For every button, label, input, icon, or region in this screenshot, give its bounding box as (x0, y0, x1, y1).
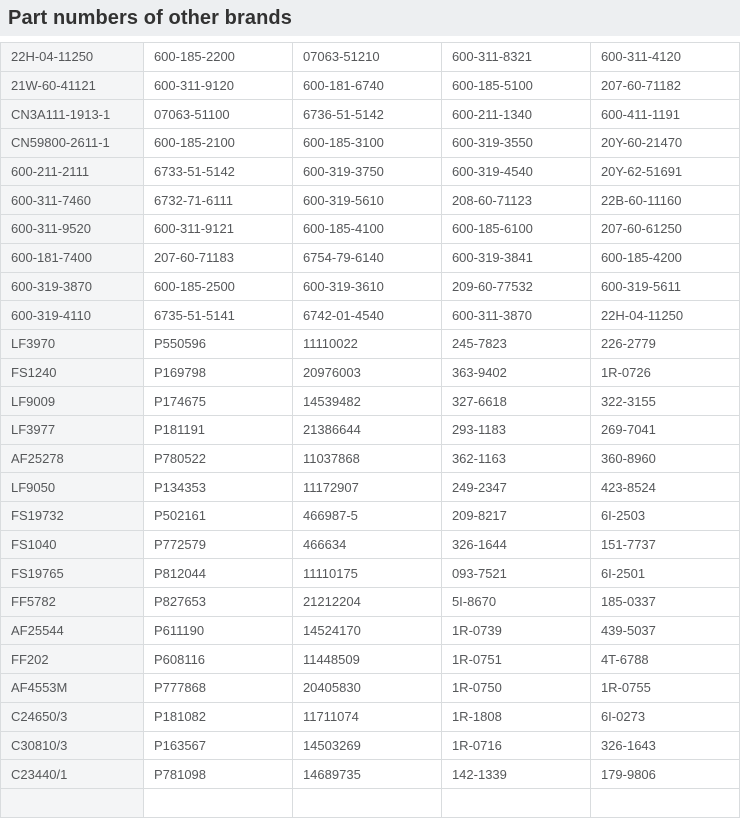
part-number-cell: 226-2779 (590, 329, 739, 358)
part-number-cell: 6742-01-4540 (292, 301, 441, 330)
part-number-cell: P608116 (143, 645, 292, 674)
part-number-cell: 6I-2501 (590, 559, 739, 588)
part-number-cell: 439-5037 (590, 616, 739, 645)
part-number-cell: 600-311-9520 (1, 215, 144, 244)
part-number-cell: 600-181-6740 (292, 71, 441, 100)
part-number-cell: 21212204 (292, 588, 441, 617)
part-number-cell: C24650/3 (1, 702, 144, 731)
table-row (1, 301, 740, 330)
part-number-cell: 21W-60-41121 (1, 71, 144, 100)
part-number-cell: 600-185-6100 (441, 215, 590, 244)
section-header (0, 0, 740, 36)
part-number-cell: 207-60-71183 (143, 243, 292, 272)
part-number-cell: FS19732 (1, 502, 144, 531)
page-title: Part numbers of other brands (8, 6, 292, 29)
part-number-cell: P772579 (143, 530, 292, 559)
part-number-cell: C23440/1 (1, 760, 144, 789)
part-number-cell: 600-185-4200 (590, 243, 739, 272)
part-numbers-table (0, 42, 740, 818)
table-row (1, 674, 740, 703)
part-number-cell: 600-311-9121 (143, 215, 292, 244)
table-row (1, 43, 740, 72)
part-number-cell: 466634 (292, 530, 441, 559)
part-number-cell: LF9009 (1, 387, 144, 416)
part-number-cell: 209-60-77532 (441, 272, 590, 301)
table-row (1, 129, 740, 158)
part-number-cell: 293-1183 (441, 415, 590, 444)
part-number-cell: 269-7041 (590, 415, 739, 444)
part-number-cell: 600-181-7400 (1, 243, 144, 272)
part-number-cell: 326-1643 (590, 731, 739, 760)
part-number-cell: 22H-04-11250 (1, 43, 144, 72)
part-number-cell: 11110022 (292, 329, 441, 358)
part-number-cell: 207-60-61250 (590, 215, 739, 244)
part-number-cell: 209-8217 (441, 502, 590, 531)
part-number-cell: 600-319-3750 (292, 157, 441, 186)
part-number-cell: 142-1339 (441, 760, 590, 789)
part-number-cell: FF202 (1, 645, 144, 674)
table-row (1, 387, 740, 416)
part-number-cell: P780522 (143, 444, 292, 473)
part-number-cell (1, 788, 144, 817)
part-number-cell: 600-311-8321 (441, 43, 590, 72)
part-number-cell: 326-1644 (441, 530, 590, 559)
part-number-cell: 600-185-3100 (292, 129, 441, 158)
part-number-cell: 600-211-2111 (1, 157, 144, 186)
table-row (1, 731, 740, 760)
part-number-cell: FS19765 (1, 559, 144, 588)
part-number-cell: CN59800-2611-1 (1, 129, 144, 158)
part-number-cell: 14524170 (292, 616, 441, 645)
part-number-cell: 20Y-62-51691 (590, 157, 739, 186)
part-number-cell: 600-311-3870 (441, 301, 590, 330)
part-number-cell: 600-185-5100 (441, 71, 590, 100)
table-row (1, 243, 740, 272)
part-number-cell: 327-6618 (441, 387, 590, 416)
table-row (1, 415, 740, 444)
part-number-cell: 07063-51210 (292, 43, 441, 72)
part-number-cell: 185-0337 (590, 588, 739, 617)
part-number-cell: 1R-0739 (441, 616, 590, 645)
part-number-cell: 249-2347 (441, 473, 590, 502)
part-number-cell: 1R-0726 (590, 358, 739, 387)
part-number-cell: 22B-60-11160 (590, 186, 739, 215)
part-number-cell: 1R-0750 (441, 674, 590, 703)
part-number-cell: FS1240 (1, 358, 144, 387)
part-number-cell: 6I-2503 (590, 502, 739, 531)
part-number-cell: 423-8524 (590, 473, 739, 502)
part-number-cell: 600-185-2500 (143, 272, 292, 301)
part-number-cell: 11711074 (292, 702, 441, 731)
part-number-cell: 600-319-5610 (292, 186, 441, 215)
part-number-cell: 20405830 (292, 674, 441, 703)
table-row (1, 157, 740, 186)
part-number-cell: P163567 (143, 731, 292, 760)
part-number-cell: P181082 (143, 702, 292, 731)
part-number-cell (590, 788, 739, 817)
part-number-cell: 07063-51100 (143, 100, 292, 129)
part-number-cell: 14689735 (292, 760, 441, 789)
part-number-cell: P812044 (143, 559, 292, 588)
table-row (1, 329, 740, 358)
part-number-cell: 22H-04-11250 (590, 301, 739, 330)
part-number-cell: 466987-5 (292, 502, 441, 531)
part-number-cell: AF25544 (1, 616, 144, 645)
table-row (1, 502, 740, 531)
part-number-cell: 600-411-1191 (590, 100, 739, 129)
table-row (1, 100, 740, 129)
part-number-cell: 207-60-71182 (590, 71, 739, 100)
part-number-cell: 600-185-2200 (143, 43, 292, 72)
table-row (1, 530, 740, 559)
part-number-cell: 179-9806 (590, 760, 739, 789)
part-number-cell: 6754-79-6140 (292, 243, 441, 272)
part-number-cell: 363-9402 (441, 358, 590, 387)
part-number-cell: 14539482 (292, 387, 441, 416)
part-number-cell: 11110175 (292, 559, 441, 588)
part-number-cell: 6733-51-5142 (143, 157, 292, 186)
table-row (1, 702, 740, 731)
table-row (1, 272, 740, 301)
table-row (1, 588, 740, 617)
part-number-cell (292, 788, 441, 817)
part-number-cell: P169798 (143, 358, 292, 387)
part-number-cell: P181191 (143, 415, 292, 444)
part-numbers-table-body (1, 43, 740, 818)
part-number-cell: FF5782 (1, 588, 144, 617)
part-number-cell: 600-185-2100 (143, 129, 292, 158)
part-number-cell: C30810/3 (1, 731, 144, 760)
part-number-cell: 600-311-7460 (1, 186, 144, 215)
part-number-cell: 362-1163 (441, 444, 590, 473)
part-number-cell: AF25278 (1, 444, 144, 473)
part-number-cell: P611190 (143, 616, 292, 645)
part-number-cell: 1R-0755 (590, 674, 739, 703)
table-row (1, 444, 740, 473)
part-number-cell: LF3970 (1, 329, 144, 358)
part-number-cell: 600-319-3550 (441, 129, 590, 158)
part-number-cell: P174675 (143, 387, 292, 416)
part-number-cell: P134353 (143, 473, 292, 502)
part-number-cell: 600-319-5611 (590, 272, 739, 301)
part-number-cell: LF3977 (1, 415, 144, 444)
part-number-cell: 600-319-3610 (292, 272, 441, 301)
part-number-cell: P550596 (143, 329, 292, 358)
part-number-cell: 600-319-3841 (441, 243, 590, 272)
part-number-cell: P827653 (143, 588, 292, 617)
part-number-cell: 20976003 (292, 358, 441, 387)
table-row (1, 645, 740, 674)
part-number-cell: P781098 (143, 760, 292, 789)
part-number-cell: 6736-51-5142 (292, 100, 441, 129)
table-row (1, 616, 740, 645)
part-number-cell: 6732-71-6111 (143, 186, 292, 215)
part-number-cell: 151-7737 (590, 530, 739, 559)
part-number-cell: AF4553M (1, 674, 144, 703)
part-number-cell: 11448509 (292, 645, 441, 674)
part-number-cell: 600-319-4110 (1, 301, 144, 330)
part-number-cell: 11037868 (292, 444, 441, 473)
table-row (1, 788, 740, 817)
part-number-cell: 600-319-4540 (441, 157, 590, 186)
part-number-cell (441, 788, 590, 817)
part-number-cell: 14503269 (292, 731, 441, 760)
table-row (1, 186, 740, 215)
part-number-cell (143, 788, 292, 817)
part-number-cell: 093-7521 (441, 559, 590, 588)
part-number-cell: 360-8960 (590, 444, 739, 473)
part-number-cell: 208-60-71123 (441, 186, 590, 215)
part-number-cell: 1R-1808 (441, 702, 590, 731)
part-number-cell: 6735-51-5141 (143, 301, 292, 330)
part-number-cell: 245-7823 (441, 329, 590, 358)
part-number-cell: P502161 (143, 502, 292, 531)
part-number-cell: 11172907 (292, 473, 441, 502)
table-row (1, 473, 740, 502)
table-row (1, 215, 740, 244)
part-number-cell: 4T-6788 (590, 645, 739, 674)
part-number-cell: 1R-0716 (441, 731, 590, 760)
part-number-cell: P777868 (143, 674, 292, 703)
part-number-cell: LF9050 (1, 473, 144, 502)
part-number-cell: FS1040 (1, 530, 144, 559)
table-row (1, 71, 740, 100)
part-number-cell: 322-3155 (590, 387, 739, 416)
table-row (1, 559, 740, 588)
part-number-cell: 600-311-4120 (590, 43, 739, 72)
table-row (1, 358, 740, 387)
part-number-cell: CN3A111-1913-1 (1, 100, 144, 129)
part-number-cell: 600-319-3870 (1, 272, 144, 301)
table-row (1, 760, 740, 789)
part-number-cell: 6I-0273 (590, 702, 739, 731)
part-number-cell: 21386644 (292, 415, 441, 444)
part-number-cell: 600-311-9120 (143, 71, 292, 100)
part-number-cell: 1R-0751 (441, 645, 590, 674)
part-number-cell: 600-185-4100 (292, 215, 441, 244)
part-number-cell: 5I-8670 (441, 588, 590, 617)
part-number-cell: 600-211-1340 (441, 100, 590, 129)
part-number-cell: 20Y-60-21470 (590, 129, 739, 158)
